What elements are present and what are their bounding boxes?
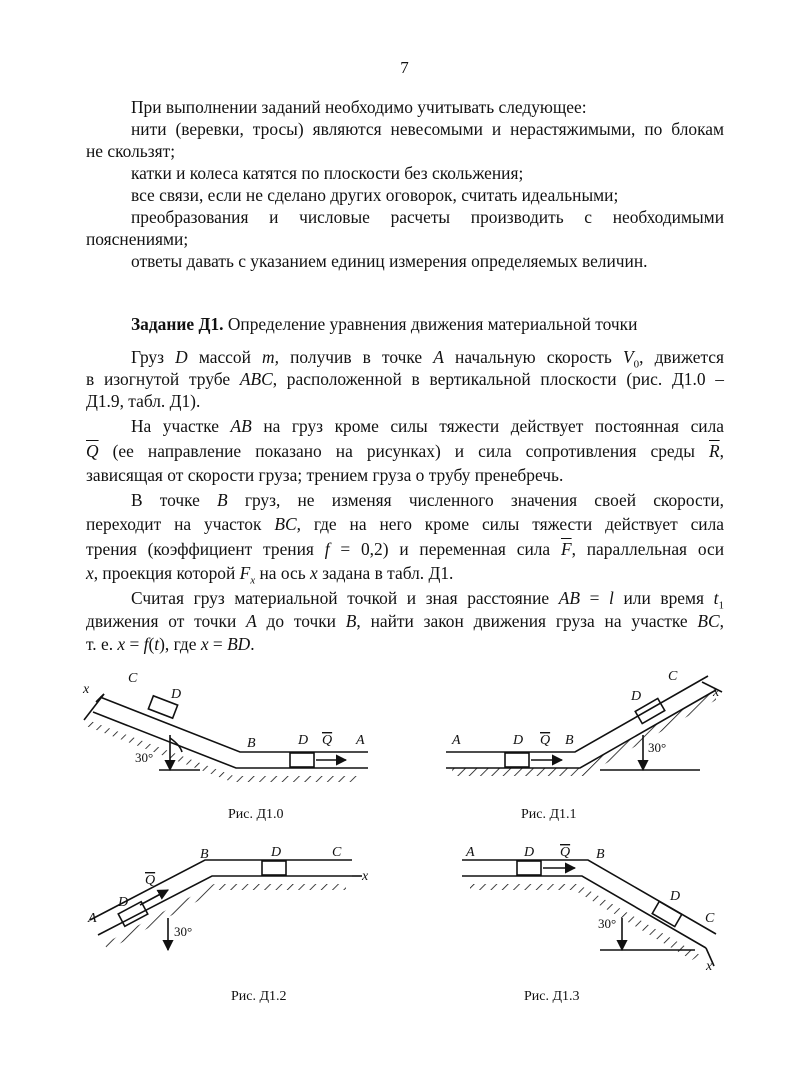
fig1-angle: 30°: [648, 740, 667, 755]
fig0-caption: Рис. Д1.0: [228, 807, 284, 822]
fig0-label-a: A: [356, 733, 365, 748]
fig0-angle: 30°: [135, 750, 154, 765]
fig3-label-d1: D: [524, 845, 535, 860]
fig2-label-c: C: [332, 845, 342, 860]
figure-d1-3: [462, 860, 716, 966]
fig3-caption: Рис. Д1.3: [524, 989, 580, 1004]
fig3-label-a: A: [466, 845, 475, 860]
pipe-top-edge: [446, 676, 708, 752]
fig1-label-d1: D: [513, 733, 524, 748]
fig1-label-a: A: [452, 733, 461, 748]
p1-line-1: Груз D массой m, получив в точке A начальную скорость $V_0$, движется: [131, 347, 724, 371]
fig1-caption: Рис. Д1.1: [521, 807, 577, 822]
p3-line-1: В точке B груз, не изменяя численного значения своей скорости,: [131, 490, 724, 510]
fig3-label-x: x: [706, 959, 713, 974]
load-d-on-slope: [652, 901, 682, 926]
p2-line-1: На участке AB на груз кроме силы тяжести действует постоянная сила: [131, 416, 724, 436]
fig2-label-d1: D: [118, 895, 129, 910]
fig0-label-b: B: [247, 736, 256, 751]
p4-line-2: движения от точки A до точки B, найти закон движения груза на участке BC,: [86, 611, 724, 631]
fig2-label-a: A: [88, 911, 97, 926]
fig3-label-q: Q: [560, 845, 571, 860]
load-d-horizontal: [290, 753, 314, 767]
p4-line-1: Считая груз материальной точкой и зная расстояние AB = l или время $t_1$: [131, 588, 724, 612]
fig2-angle: 30°: [174, 924, 193, 939]
fig1-label-q: Q: [540, 733, 551, 748]
task-title: Определение уравнения движения материальной точки: [227, 314, 638, 334]
intro-line-2: нити (веревки, тросы) являются невесомыми и нерастяжимыми, по блокам: [131, 119, 724, 139]
fig1-label-b: B: [565, 733, 574, 748]
intro-line-3: не скользят;: [86, 141, 176, 161]
ground-hatch: [86, 720, 360, 782]
intro-line-8: ответы давать с указанием единиц измерения определяемых величин.: [131, 251, 648, 271]
p3-line-4: x, проекция которой $F_x$ на ось x задана в табл. Д1.: [86, 563, 454, 587]
p3-line-2: переходит на участок BC, где на него кроме силы тяжести действует сила: [86, 514, 724, 534]
fig0-label-c: C: [128, 671, 138, 686]
intro-line-7: пояснениями;: [86, 229, 189, 249]
intro-line-5: все связи, если не сделано других оговорок, считать идеальными;: [131, 185, 619, 205]
fig0-label-d2: D: [298, 733, 309, 748]
load-d-horizontal: [517, 861, 541, 875]
fig3-label-d2: D: [670, 889, 681, 904]
figure-d1-1: [446, 676, 722, 776]
fig2-label-d2: D: [271, 845, 282, 860]
task-label: Задание Д1.: [131, 314, 224, 334]
fig3-label-c: C: [705, 911, 715, 926]
intro-line-4: катки и колеса катятся по плоскости без скольжения;: [131, 163, 524, 183]
ground-hatch: [452, 690, 716, 776]
intro-line-1: При выполнении заданий необходимо учитывать следующее:: [131, 97, 587, 117]
load-d-horizontal: [505, 753, 529, 767]
fig0-label-q: Q: [322, 733, 333, 748]
pipe-bottom-edge: [446, 690, 716, 768]
figure-d1-2: [90, 860, 362, 950]
fig3-label-b: B: [596, 847, 605, 862]
fig1-label-c: C: [668, 669, 678, 684]
fig0-label-x: x: [83, 682, 90, 697]
fig0-label-d1: D: [171, 687, 182, 702]
fig2-label-q: Q: [145, 873, 156, 888]
p2-line-3: зависящая от скорости груза; трением груза о трубу пренебречь.: [86, 465, 564, 485]
fig3-angle: 30°: [598, 916, 617, 931]
intro-line-6: преобразования и числовые расчеты производить с необходимыми: [131, 207, 724, 227]
fig2-label-b: B: [200, 847, 209, 862]
load-d-horizontal: [262, 861, 286, 875]
page-number: 7: [400, 58, 409, 77]
fig1-label-x: x: [713, 685, 720, 700]
p1-line-2: в изогнутой трубе ABC, расположенной в вертикальной плоскости (рис. Д1.0 –: [86, 369, 724, 389]
fig2-caption: Рис. Д1.2: [231, 989, 287, 1004]
fig1-label-d2: D: [631, 689, 642, 704]
p3-line-3: трения (коэффициент трения f = 0,2) и переменная сила $\overline{F}$, параллельная оси: [86, 539, 725, 559]
p1-line-3: Д1.9, табл. Д1).: [86, 391, 201, 411]
p4-line-3: т. е. x = f(t), где x = BD.: [86, 634, 255, 654]
fig2-label-x: x: [362, 869, 369, 884]
p2-line-2: $\overline{Q}$ (ее направление показано на рисунках) и сила сопротивления среды $\overline{R}$,: [86, 441, 724, 461]
